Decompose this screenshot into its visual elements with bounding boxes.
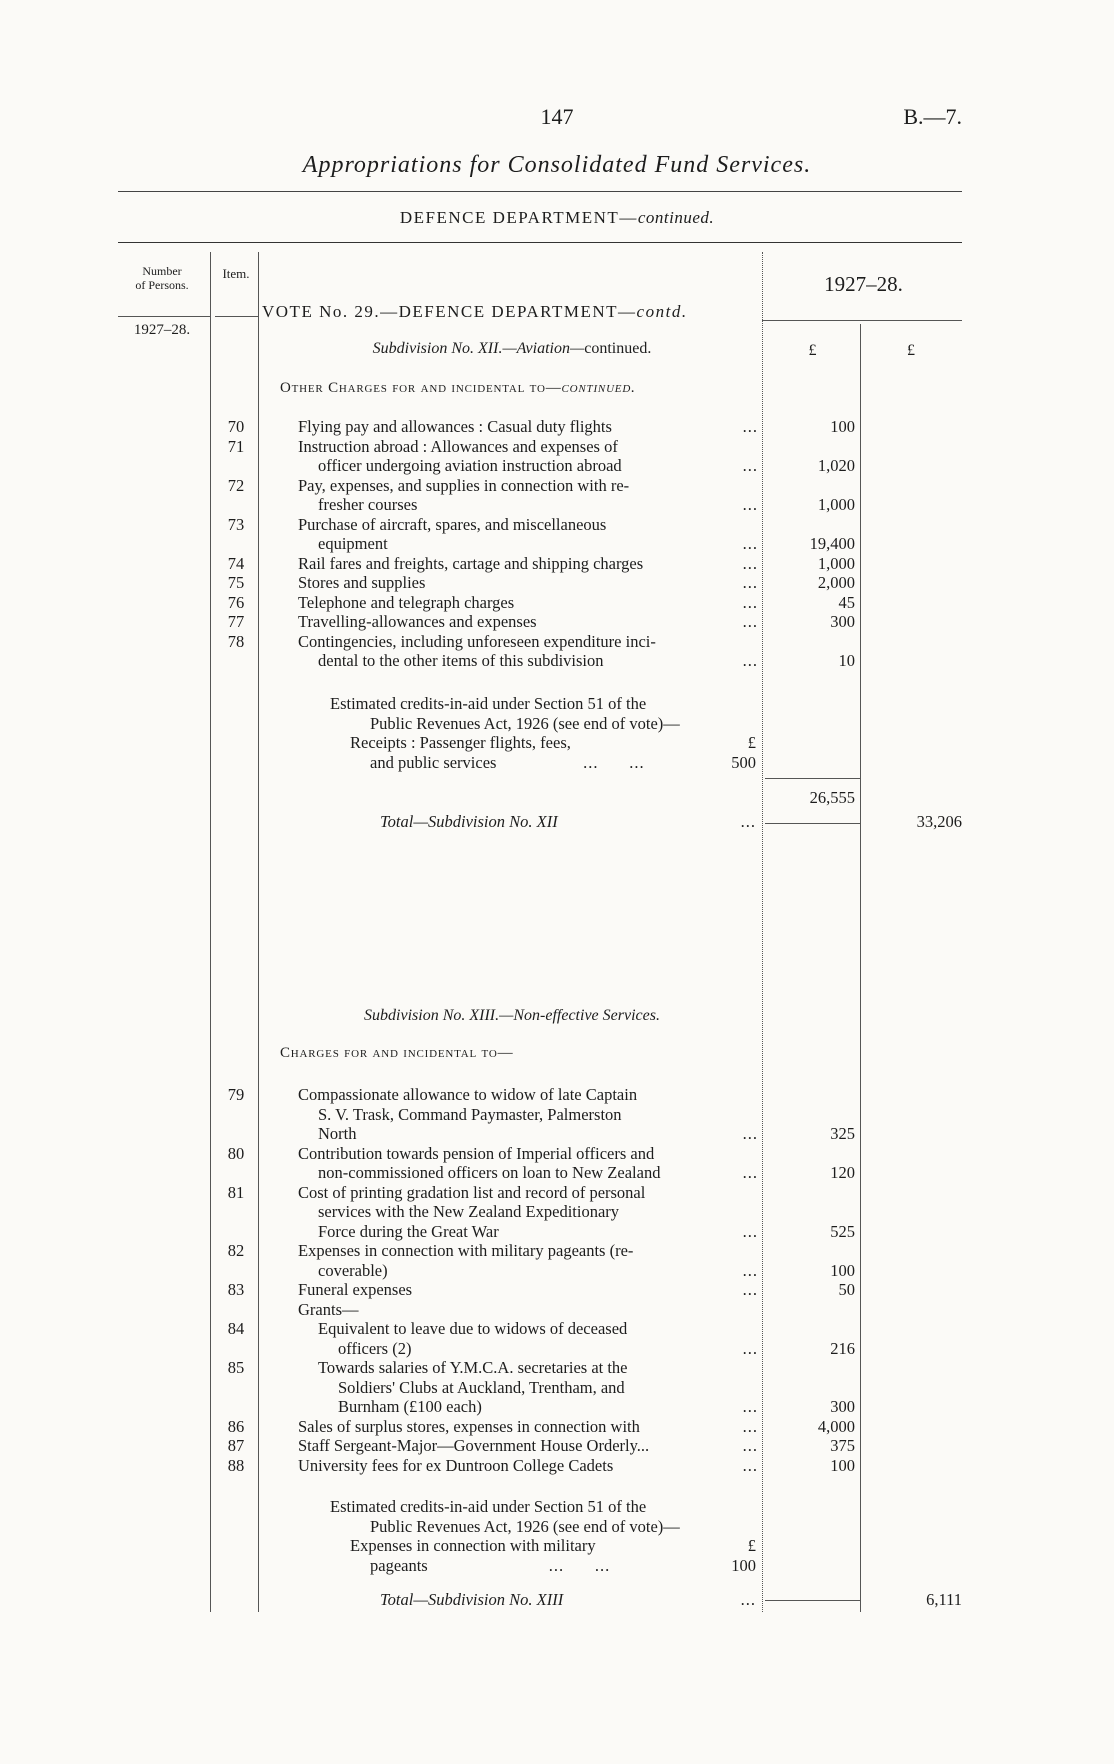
item-description-line: Cost of printing gradation list and record of personal (298, 1182, 646, 1202)
item-description-line: equipment (318, 534, 388, 553)
item-description: Travelling-allowances and expenses ... (298, 612, 758, 631)
item-number: 81 (227, 1182, 245, 1202)
item-amount: 1,000 (817, 553, 855, 573)
year-column-header: 1927–28. (824, 272, 903, 296)
sub13-credits-line3: Expenses in connection with military (350, 1536, 596, 1555)
currency-left: £ (808, 342, 817, 359)
item-description: Contribution towards pension of Imperial officers and non-commissioned officers on loan to New Zealand ... (298, 1143, 758, 1182)
item-number: 72 (227, 475, 245, 495)
sub12-total-label: Total—Subdivision No. XII (380, 812, 558, 831)
item-number: 88 (227, 1455, 245, 1475)
sub13-credits-line4: pageants (370, 1555, 428, 1575)
item-column-header: Item. (222, 266, 250, 281)
sub12-credits-line1: Estimated credits-in-aid under Section 51 of the (330, 694, 647, 713)
item-description-line: Telephone and telegraph charges (298, 592, 515, 612)
item-description-line: Instruction abroad : Allowances and expenses of (298, 436, 618, 456)
item-amount: 100 (830, 417, 855, 436)
item-description: Instruction abroad : Allowances and expenses of officer undergoing aviation instruction abroad ... (298, 436, 758, 475)
item-amount: 1,020 (817, 456, 855, 475)
item-amount: 216 (830, 1338, 855, 1358)
sub12-group-suffix: continued. (561, 380, 636, 396)
item-description-line: S. V. Trask, Command Paymaster, Palmerston (318, 1104, 622, 1124)
sub12-group-text: Other Charges for and incidental to— (280, 380, 562, 396)
header-rule (118, 191, 962, 192)
sub12-credits-line4: and public services (370, 752, 497, 772)
vote-title-text: VOTE No. 29.—DEFENCE DEPARTMENT— (262, 302, 637, 321)
item-description: Stores and supplies ... (298, 573, 758, 592)
item-number: 71 (227, 436, 245, 456)
item-number: 87 (227, 1436, 245, 1455)
item-description: Towards salaries of Y.M.C.A. secretaries at the Soldiers' Clubs at Auckland, Trentham, and Burnham (£100 each) ... (318, 1358, 758, 1416)
item-amount: 300 (830, 1397, 855, 1416)
item-amount: 2,000 (817, 573, 855, 592)
item-number: 85 (227, 1358, 245, 1377)
item-number: 84 (227, 1319, 245, 1338)
item-description: Pay, expenses, and supplies in connection with re- fresher courses ... (298, 475, 758, 514)
item-number: 83 (227, 1280, 245, 1299)
sub12-credits: Estimated credits-in-aid under Section 51 of the Public Revenues Act, 1926 (see end of vote)— Receipts : Passenger flights, fees, £ and public services ... ... 500 (330, 694, 756, 772)
item-description: Compassionate allowance to widow of late Captain S. V. Trask, Command Paymaster, Palmerston North ... (298, 1085, 758, 1143)
sub13-credits: Estimated credits-in-aid under Section 51 of the Public Revenues Act, 1926 (see end of vote)— Expenses in connection with military £ pageants ... ... 100 (330, 1497, 756, 1575)
item-number: 78 (227, 631, 245, 651)
sub12-credits-line2: Public Revenues Act, 1926 (see end of vote)— (370, 713, 680, 733)
sub13-group-heading: Charges for and incidental to— (280, 1045, 514, 1061)
page-code: B.—7. (903, 104, 962, 129)
item-description-line: Purchase of aircraft, spares, and miscellaneous (298, 514, 607, 534)
item-number: 80 (227, 1143, 245, 1163)
item-amount: 4,000 (817, 1416, 855, 1436)
item-description-line: Flying pay and allowances : Casual duty flights (298, 417, 612, 436)
sub12-total: 33,206 (916, 812, 962, 831)
sub12-subtotal-rule-bottom (765, 823, 860, 824)
divider-totals (860, 324, 861, 1612)
year-header-rule (762, 320, 962, 321)
sub13-total-line: Total—Subdivision No. XIII ... (380, 1590, 756, 1609)
sub13-total-rule (765, 1600, 860, 1601)
item-description: Cost of printing gradation list and record of personal services with the New Zealand Expeditionary Force during the Great War ... (298, 1182, 758, 1241)
item-description: Contingencies, including unforeseen expenditure inci- dental to the other items of this subdivision ... (298, 631, 758, 670)
item-description-line: Grants— (298, 1299, 359, 1319)
item-amount: 325 (830, 1124, 855, 1143)
item-number: 70 (227, 417, 245, 436)
item-number: 77 (227, 612, 245, 631)
item-description-line: Stores and supplies (298, 573, 426, 592)
sub12-subtotal: 26,555 (809, 788, 855, 807)
sub13-total-label: Total—Subdivision No. XIII (380, 1590, 564, 1609)
item-amount: 100 (830, 1455, 855, 1475)
item-description-line: Force during the Great War (318, 1221, 499, 1241)
item-amount: 375 (830, 1436, 855, 1455)
item-description: Equivalent to leave due to widows of deceased officers (2) ... (318, 1319, 758, 1358)
item-amount: 45 (838, 592, 855, 612)
item-description-line: Burnham (£100 each) (338, 1397, 482, 1416)
item-description-line: University fees for ex Duntroon College Cadets (298, 1455, 614, 1475)
divider-persons (210, 252, 211, 1612)
sub13-credits-line1: Estimated credits-in-aid under Section 51 of the (330, 1497, 647, 1516)
item-amount: 525 (830, 1221, 855, 1241)
subdivision-12-heading (262, 340, 762, 358)
item-description-line: North (318, 1124, 357, 1143)
item-description-line: Compassionate allowance to widow of late Captain (298, 1085, 638, 1104)
sub13-credits-currency: £ (747, 1536, 756, 1555)
item-description-line: Pay, expenses, and supplies in connection with re- (298, 475, 630, 495)
divider-amounts (762, 252, 763, 1612)
subdivision-13-heading: Subdivision No. XIII.—Non-effective Services. (364, 1007, 660, 1024)
item-description-line: officers (2) (338, 1338, 412, 1358)
item-number: 82 (227, 1241, 245, 1260)
item-amount: 1,000 (817, 495, 855, 514)
sub13-credits-amount: 100 (731, 1555, 756, 1575)
persons-header-rule (118, 316, 210, 317)
item-description-line: Rail fares and freights, cartage and shipping charges (298, 553, 644, 573)
item-description-line: Travelling-allowances and expenses (298, 612, 537, 631)
sub12-heading-suffix: continued. (584, 340, 652, 357)
sub12-credits-amount: 500 (731, 752, 756, 772)
vote-title (262, 302, 688, 322)
item-description-line: Contingencies, including unforeseen expenditure inci- (298, 631, 656, 651)
item-description: Expenses in connection with military pageants (re- coverable) ... (298, 1241, 758, 1280)
item-number: 74 (227, 553, 245, 573)
item-description-line: officer undergoing aviation instruction abroad (318, 456, 622, 475)
item-description: Staff Sergeant-Major—Government House Orderly... ... (298, 1436, 758, 1455)
item-description-line: Soldiers' Clubs at Auckland, Trentham, and (338, 1377, 625, 1397)
item-header-rule (215, 316, 258, 317)
item-description-line: Equivalent to leave due to widows of deceased (318, 1319, 628, 1338)
sub12-subtotal-rule-top (765, 778, 860, 779)
divider-item (258, 252, 259, 1612)
item-description-line: Expenses in connection with military pageants (re- (298, 1241, 634, 1260)
sub13-total: 6,111 (926, 1590, 962, 1609)
item-description-line: Staff Sergeant-Major—Government House Orderly... (298, 1436, 650, 1455)
item-amount: 19,400 (809, 534, 855, 553)
persons-column-header (118, 264, 206, 292)
persons-header-line1: Number (142, 264, 182, 278)
sub12-total-line: Total—Subdivision No. XII ... (380, 812, 756, 831)
item-description-line: Sales of surplus stores, expenses in connection with (298, 1416, 640, 1436)
item-number: 73 (227, 514, 245, 534)
table-top-rule (118, 242, 962, 243)
persons-year: 1927–28. (133, 322, 191, 338)
item-number: 75 (227, 573, 245, 592)
item-description: Sales of surplus stores, expenses in connection with ... (298, 1416, 758, 1436)
item-description-line: Funeral expenses (298, 1280, 413, 1299)
item-description: Rail fares and freights, cartage and shipping charges ... (298, 553, 758, 573)
item-description: Funeral expenses ... (298, 1280, 758, 1299)
item-description-line: fresher courses (318, 495, 418, 514)
sub13-credits-line2: Public Revenues Act, 1926 (see end of vote)— (370, 1516, 680, 1536)
page-heading: Appropriations for Consolidated Fund Services. (302, 152, 812, 178)
department-name: DEFENCE DEPARTMENT— (399, 208, 638, 227)
item-number: 86 (227, 1416, 245, 1436)
sub12-heading-text: Subdivision No. XII.—Aviation— (372, 340, 585, 357)
item-description-line: coverable) (318, 1260, 388, 1280)
item-description-line: Towards salaries of Y.M.C.A. secretaries at the (318, 1358, 628, 1377)
item-amount: 10 (838, 651, 855, 670)
item-amount: 50 (838, 1280, 855, 1299)
item-amount: 100 (830, 1260, 855, 1280)
sub12-credits-line3: Receipts : Passenger flights, fees, (350, 733, 571, 752)
persons-header-line2: of Persons. (135, 278, 189, 292)
item-description-line: services with the New Zealand Expeditionary (318, 1202, 620, 1221)
vote-title-suffix: contd. (636, 302, 688, 321)
page-number: 147 (540, 104, 574, 129)
item-description: Flying pay and allowances : Casual duty flights ... (298, 417, 758, 436)
currency-right: £ (907, 342, 915, 359)
item-number: 76 (227, 592, 245, 612)
item-description: Purchase of aircraft, spares, and miscellaneous equipment ... (298, 514, 758, 553)
item-description (298, 1300, 758, 1320)
item-amount: 120 (830, 1163, 855, 1182)
item-amount: 300 (830, 612, 855, 631)
department-title (0, 208, 1114, 228)
sub12-credits-currency: £ (747, 733, 756, 752)
sub12-group-heading (280, 380, 636, 397)
item-number: 79 (227, 1085, 245, 1104)
item-description: Telephone and telegraph charges ... (298, 592, 758, 612)
item-description-line: non-commissioned officers on loan to New Zealand (318, 1163, 661, 1182)
item-description-line: dental to the other items of this subdivision (318, 651, 604, 670)
item-description: University fees for ex Duntroon College Cadets ... (298, 1455, 758, 1475)
item-description-line: Contribution towards pension of Imperial officers and (298, 1143, 655, 1163)
department-suffix: continued. (637, 208, 715, 227)
